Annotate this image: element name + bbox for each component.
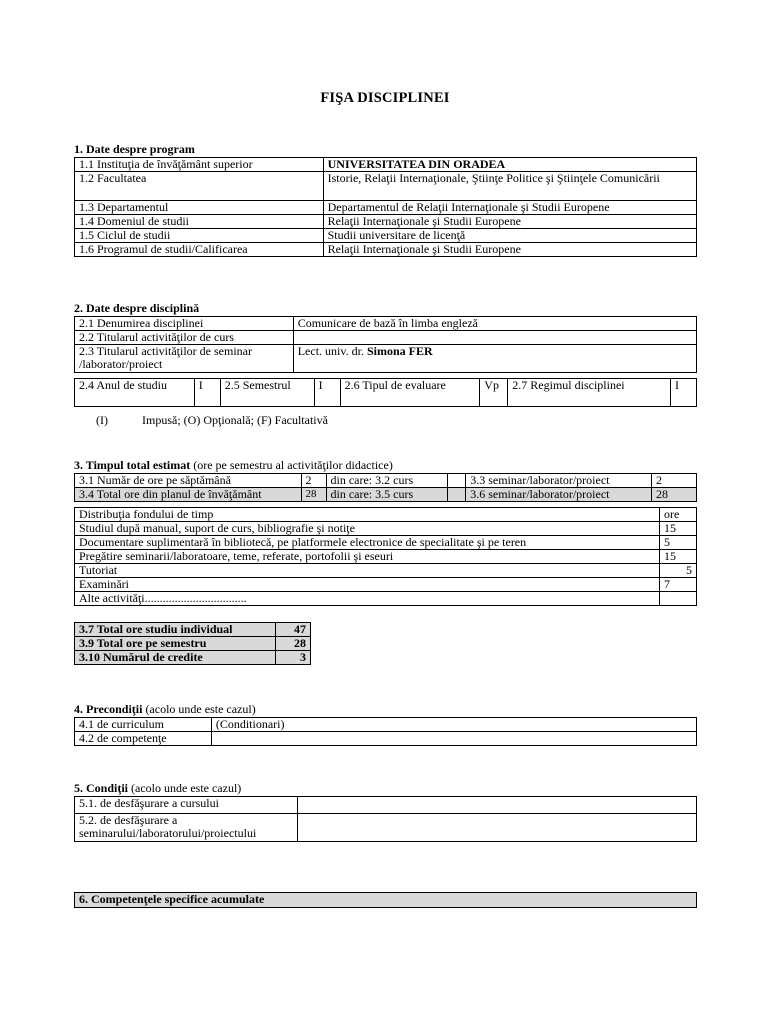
section-5-heading: 5. Condiţii (acolo unde este cazul): [74, 781, 242, 795]
year-value: I: [194, 379, 220, 407]
discipline-label: 2.1 Denumirea disciplinei: [75, 317, 294, 331]
distribution-unit: ore: [660, 508, 697, 522]
program-table: [74, 157, 697, 257]
distribution-label: Distribuţia fondului de timp: [75, 508, 660, 522]
evaluation-value: Vp: [480, 379, 508, 407]
activity-label: Examinări: [75, 578, 660, 592]
table-row: [75, 592, 697, 606]
table-row: [75, 229, 697, 243]
program-label: 1.1 Instituţia de învăţământ superior: [75, 158, 324, 172]
table-row: [75, 651, 311, 665]
table-row: [75, 797, 697, 814]
table-row: [75, 564, 697, 578]
evaluation-label: 2.6 Tipul de evaluare: [340, 379, 480, 407]
table-row: [75, 243, 697, 257]
time-distribution-table: [74, 507, 697, 606]
program-label: 1.6 Programul de studii/Calificarea: [75, 243, 324, 257]
activity-hours: 15: [660, 550, 697, 564]
semester-label: 2.5 Semestrul: [220, 379, 314, 407]
semester-value: I: [314, 379, 340, 407]
total-value: 3: [276, 651, 311, 665]
table-row: [75, 893, 697, 908]
activity-hours: 5: [660, 536, 697, 550]
table-row: [75, 578, 697, 592]
table-row: [75, 488, 697, 502]
activity-label: Alte activităţi..................................: [75, 592, 660, 606]
regime-legend-text: Impusă; (O) Opţională; (F) Facultativă: [142, 413, 328, 427]
table-row: [75, 379, 697, 407]
condition-value: [297, 814, 696, 842]
course-total-value: [448, 488, 466, 502]
condition-label: 5.1. de desfăşurare a cursului: [75, 797, 298, 814]
activity-hours: 7: [660, 578, 697, 592]
total-label: 3.9 Total ore pe semestru: [75, 637, 276, 651]
discipline-label: 2.3 Titularul activităţilor de seminar /laborator/proiect: [75, 345, 294, 373]
table-row: [75, 331, 697, 345]
course-hours-value: [448, 474, 466, 488]
activity-label: Studiul după manual, suport de curs, bibliografie şi notiţe: [75, 522, 660, 536]
hours-per-week-label: 3.1 Număr de ore pe săptămână: [75, 474, 302, 488]
year-label: 2.4 Anul de studiu: [75, 379, 195, 407]
section-2-heading: 2. Date despre disciplină: [74, 301, 200, 315]
seminar-holder-name: Simona FER: [366, 344, 433, 358]
table-row: [75, 172, 697, 201]
regime-legend-code: (I): [96, 413, 108, 427]
discipline-value: Comunicare de bază în limba engleză: [293, 317, 696, 331]
total-plan-hours-value: 28: [301, 488, 326, 502]
page-title: FIŞA DISCIPLINEI: [320, 90, 450, 106]
regime-legend: [96, 413, 328, 428]
seminar-hours-value: 2: [652, 474, 697, 488]
total-value: 47: [276, 623, 311, 637]
program-value: Relaţii Internaţionale şi Studii Europene: [323, 215, 696, 229]
program-label: 1.4 Domeniul de studii: [75, 215, 324, 229]
discipline-label: 2.2 Titularul activităţilor de curs: [75, 331, 294, 345]
total-plan-hours-label: 3.4 Total ore din planul de învăţământ: [75, 488, 302, 502]
program-label: 1.5 Ciclul de studii: [75, 229, 324, 243]
table-row: [75, 637, 311, 651]
competences-table: [74, 892, 697, 908]
section-3-heading: 3. Timpul total estimat (ore pe semestru al activităţilor didactice): [74, 458, 393, 472]
precondition-value: (Conditionari): [211, 718, 696, 732]
activity-hours: [660, 592, 697, 606]
program-value: Studii universitare de licenţă: [323, 229, 696, 243]
regime-label: 2.7 Regimul disciplinei: [508, 379, 671, 407]
program-label: 1.2 Facultatea: [75, 172, 324, 201]
table-row: [75, 474, 697, 488]
table-row: [75, 508, 697, 522]
table-row: [75, 732, 697, 746]
activity-label: Pregătire seminarii/laboratoare, teme, referate, portofolii şi eseuri: [75, 550, 660, 564]
activity-hours: 15: [660, 522, 697, 536]
course-hours-label: din care: 3.2 curs: [326, 474, 448, 488]
conditions-table: [74, 796, 697, 842]
section-1-heading: 1. Date despre program: [74, 142, 195, 156]
condition-label: 5.2. de desfăşurare a seminarului/laboratorului/proiectului: [75, 814, 298, 842]
section-6-heading: 6. Competenţele specifice acumulate: [75, 893, 697, 908]
section-4-heading: 4. Precondiţii (acolo unde este cazul): [74, 702, 256, 716]
course-total-label: din care: 3.5 curs: [326, 488, 448, 502]
table-row: [75, 201, 697, 215]
hours-per-week-value: 2: [301, 474, 326, 488]
discipline-table-top: [74, 316, 697, 373]
program-label: 1.3 Departamentul: [75, 201, 324, 215]
program-value: Departamentul de Relaţii Internaţionale şi Studii Europene: [323, 201, 696, 215]
table-row: [75, 215, 697, 229]
table-row: [75, 718, 697, 732]
activity-label: Tutoriat: [75, 564, 660, 578]
discipline-value: Lect. univ. dr. Simona FER: [293, 345, 696, 373]
table-row: [75, 158, 697, 172]
totals-table: [74, 622, 311, 665]
table-row: [75, 550, 697, 564]
discipline-value: [293, 331, 696, 345]
seminar-hours-label: 3.3 seminar/laborator/proiect: [466, 474, 652, 488]
time-table-top: [74, 473, 697, 502]
precondition-label: 4.1 de curriculum: [75, 718, 212, 732]
total-label: 3.7 Total ore studiu individual: [75, 623, 276, 637]
table-row: [75, 623, 311, 637]
precondition-value: [211, 732, 696, 746]
precondition-label: 4.2 de competenţe: [75, 732, 212, 746]
table-row: [75, 345, 697, 373]
activity-hours: 5: [660, 564, 697, 578]
regime-value: I: [670, 379, 696, 407]
program-value: Istorie, Relaţii Internaţionale, Ştiinţe Politice şi Ştiinţele Comunicării: [323, 172, 696, 201]
condition-value: [297, 797, 696, 814]
program-value: Relaţii Internaţionale şi Studii Europene: [323, 243, 696, 257]
total-value: 28: [276, 637, 311, 651]
table-row: [75, 814, 697, 842]
seminar-total-value: 28: [652, 488, 697, 502]
table-row: [75, 522, 697, 536]
discipline-table-bottom: [74, 378, 697, 407]
preconditions-table: [74, 717, 697, 746]
table-row: [75, 317, 697, 331]
activity-label: Documentare suplimentară în bibliotecă, pe platformele electronice de specialitate şi pe teren: [75, 536, 660, 550]
program-value: UNIVERSITATEA DIN ORADEA: [323, 158, 696, 172]
total-label: 3.10 Numărul de credite: [75, 651, 276, 665]
table-row: [75, 536, 697, 550]
seminar-total-label: 3.6 seminar/laborator/proiect: [466, 488, 652, 502]
